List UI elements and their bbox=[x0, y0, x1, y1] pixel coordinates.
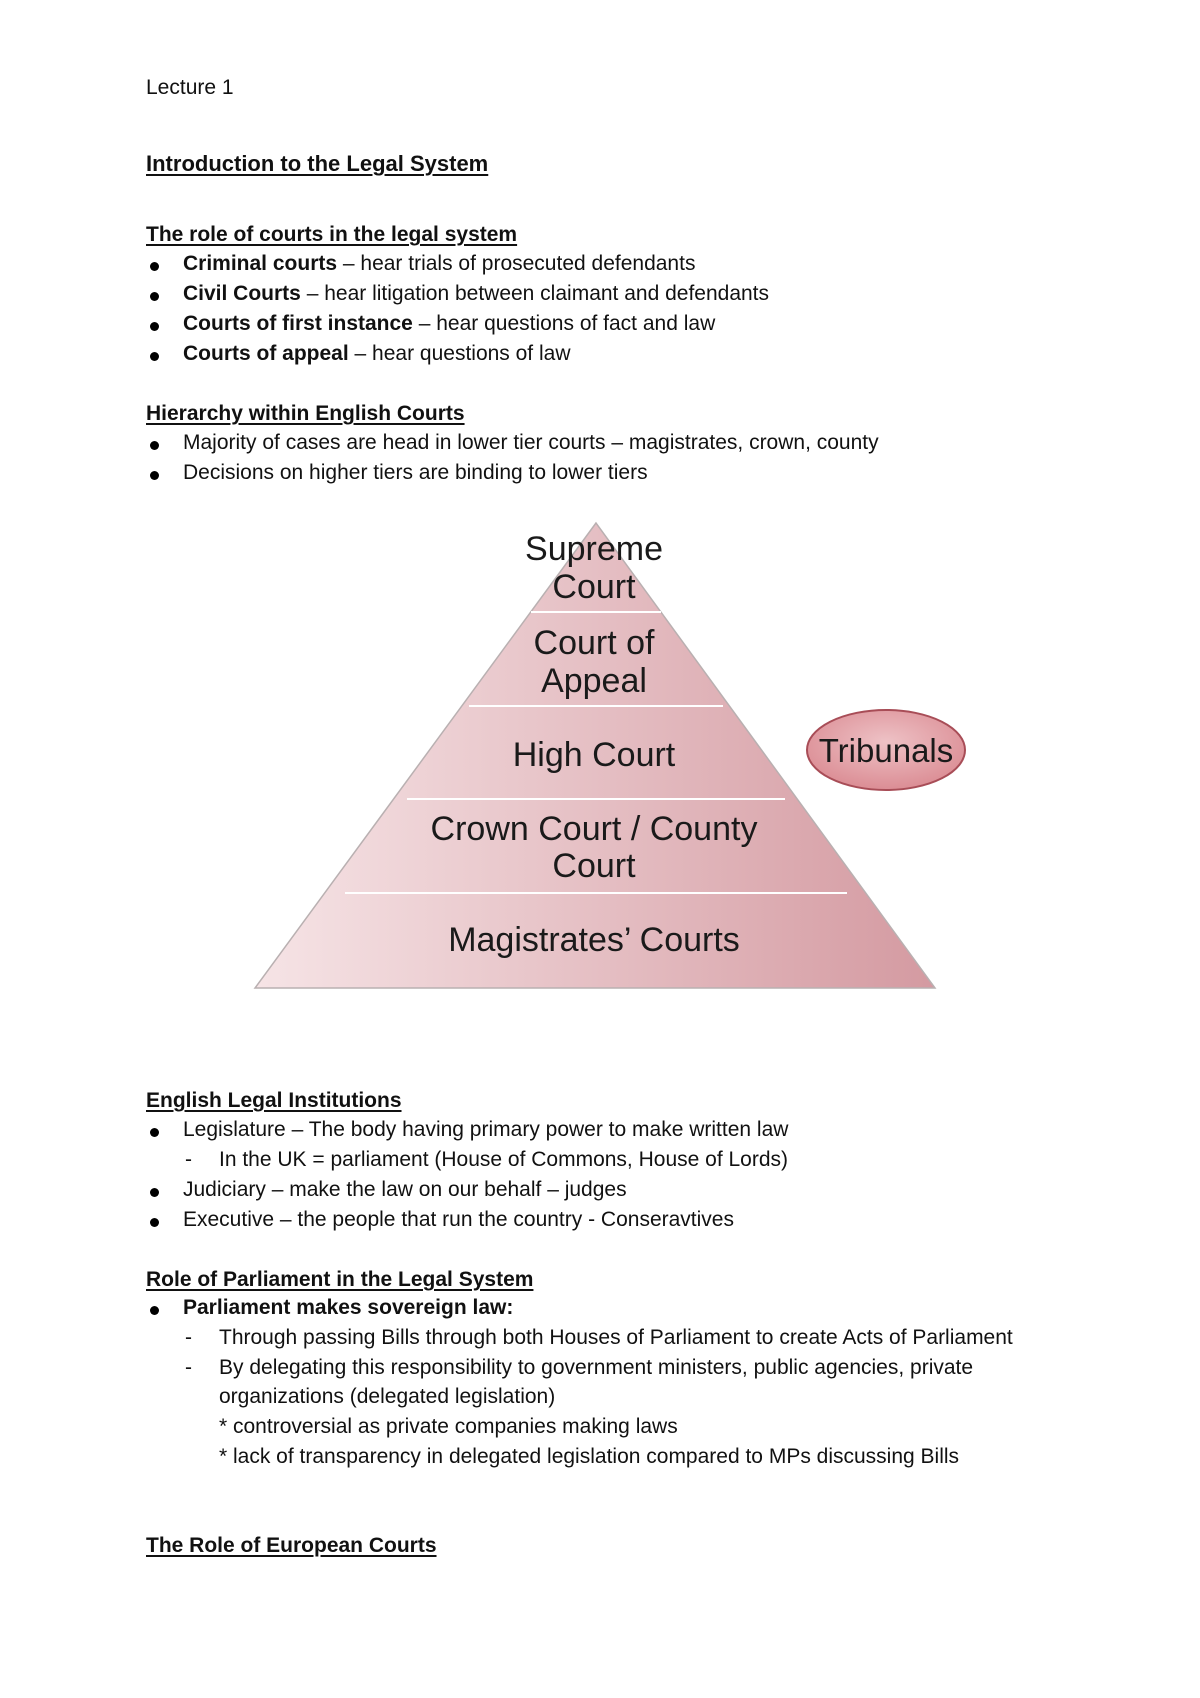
tier-label: Court of bbox=[533, 624, 655, 662]
bullet-icon bbox=[150, 1188, 159, 1197]
list-item: Judiciary – make the law on our behalf – judges bbox=[183, 1178, 627, 1201]
list-item: Majority of cases are head in lower tier courts – magistrates, crown, county bbox=[183, 431, 879, 454]
list-item: Courts of first instance – hear questions of fact and law bbox=[183, 312, 716, 335]
sub-list-item: Through passing Bills through both Houses of Parliament to create Acts of Parliament bbox=[219, 1326, 1013, 1349]
list-item: Decisions on higher tiers are binding to lower tiers bbox=[183, 461, 648, 484]
hierarchy-heading: Hierarchy within English Courts bbox=[146, 402, 465, 425]
tier-label: Court bbox=[552, 568, 636, 606]
bullet-icon bbox=[150, 1128, 159, 1137]
document-title: Introduction to the Legal System bbox=[146, 151, 489, 176]
tier-label: Appeal bbox=[541, 662, 647, 700]
list-item: Executive – the people that run the country - Conseravtives bbox=[183, 1208, 734, 1231]
bullet-icon bbox=[150, 1306, 159, 1315]
courts-heading: The role of courts in the legal system bbox=[146, 223, 518, 246]
sub-list-item: In the UK = parliament (House of Commons, House of Lords) bbox=[219, 1148, 789, 1171]
european-courts-heading: The Role of European Courts bbox=[146, 1534, 437, 1557]
dash-marker: - bbox=[185, 1326, 192, 1349]
list-item: Parliament makes sovereign law: bbox=[183, 1296, 514, 1319]
tier-label: Magistrates’ Courts bbox=[448, 921, 740, 959]
list-item: Civil Courts – hear litigation between claimant and defendants bbox=[183, 282, 770, 305]
tier-label: Supreme bbox=[525, 530, 663, 568]
list-item: Courts of appeal – hear questions of law bbox=[183, 342, 571, 365]
parliament-heading: Role of Parliament in the Legal System bbox=[146, 1268, 534, 1291]
tier-label: High Court bbox=[512, 736, 676, 774]
tribunals-label: Tribunals bbox=[818, 732, 954, 769]
note-line: * controversial as private companies making laws bbox=[219, 1415, 678, 1438]
note-line: * lack of transparency in delegated legislation compared to MPs discussing Bills bbox=[219, 1445, 960, 1468]
sub-list-item-continued: organizations (delegated legislation) bbox=[219, 1385, 556, 1408]
dash-marker: - bbox=[185, 1148, 192, 1171]
list-item: Legislature – The body having primary power to make written law bbox=[183, 1118, 789, 1141]
bullet-icon bbox=[150, 1218, 159, 1227]
dash-marker: - bbox=[185, 1356, 192, 1379]
sub-list-item: By delegating this responsibility to government ministers, public agencies, private bbox=[219, 1356, 974, 1379]
list-item: Criminal courts – hear trials of prosecuted defendants bbox=[183, 252, 696, 275]
tier-label: Court bbox=[552, 847, 636, 885]
institutions-heading: English Legal Institutions bbox=[146, 1089, 402, 1112]
lecture-label: Lecture 1 bbox=[146, 76, 234, 99]
tier-label: Crown Court / County bbox=[430, 810, 758, 848]
